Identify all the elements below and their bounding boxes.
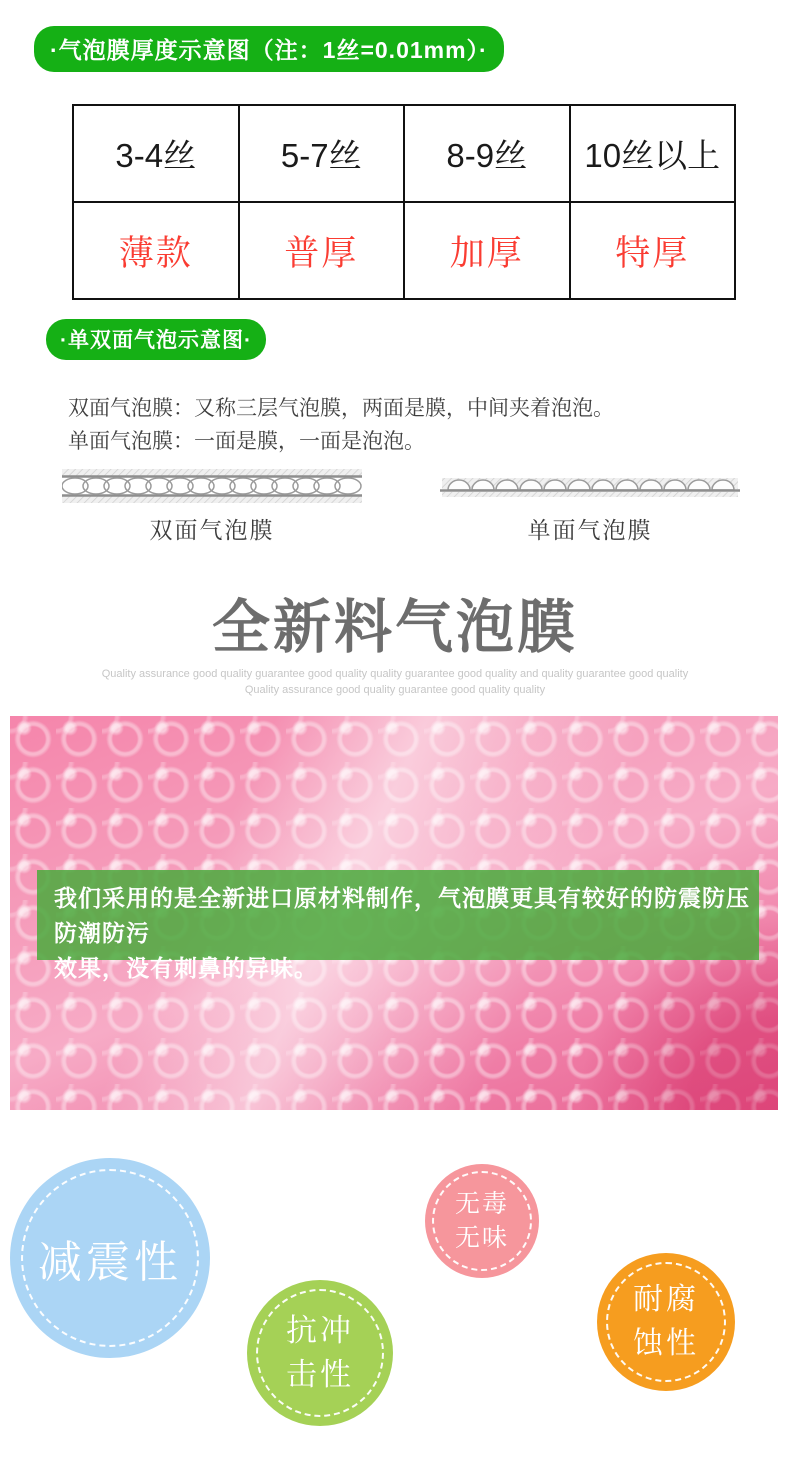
- hero-subtitle-line1: Quality assurance good quality guarantee good quality quality guarantee good quality and quality guarantee good quality: [101, 668, 689, 680]
- bubble-wrap-photo: [10, 716, 778, 1110]
- spec-cell-1: 3-4丝: [73, 105, 239, 202]
- feature-label-line2: 蚀性: [633, 1327, 699, 1360]
- single-sided-bubble-illustration: [440, 468, 740, 504]
- feature-circle-shock-absorption: [10, 1158, 210, 1358]
- photo-banner: [37, 870, 759, 981]
- feature-label-line2: 无味: [454, 1224, 509, 1252]
- feature-label-line1: 抗冲: [286, 1313, 354, 1348]
- feature-circle-impact-resistance: [247, 1280, 393, 1426]
- hero-subtitle-line2: Quality assurance good quality guarantee good quality quality: [244, 684, 546, 696]
- banner-line2: 效果，没有刺鼻的异味。: [54, 955, 318, 981]
- sides-description: [68, 392, 614, 458]
- type-cell-4: 特厚: [570, 202, 736, 299]
- feature-label: 减震性: [38, 1238, 182, 1287]
- spec-cell-4: 10丝以上: [570, 105, 736, 202]
- feature-circle-corrosion-resistance: [597, 1253, 735, 1391]
- sides-section-header: ·单双面气泡示意图·: [46, 319, 266, 360]
- feature-label-line1: 无毒: [454, 1190, 509, 1218]
- type-cell-3: 加厚: [404, 202, 570, 299]
- sides-description-line1: 双面气泡膜：又称三层气泡膜，两面是膜，中间夹着泡泡。: [68, 397, 614, 420]
- hero-title: 全新料气泡膜: [211, 595, 578, 660]
- single-sided-label: 单面气泡膜: [527, 517, 653, 543]
- spec-cell-3: 8-9丝: [404, 105, 570, 202]
- feature-label-line2: 击性: [286, 1357, 354, 1392]
- sides-description-line2: 单面气泡膜：一面是膜，一面是泡泡。: [68, 430, 425, 453]
- spec-cell-2: 5-7丝: [239, 105, 405, 202]
- double-sided-bubble-illustration: [62, 468, 362, 504]
- hero-subtitle: [0, 666, 790, 698]
- feature-circle-non-toxic: [425, 1164, 539, 1278]
- banner-line1: 我们采用的是全新进口原材料制作，气泡膜更具有较好的防震防压防潮防污: [54, 885, 750, 946]
- table-row-specs: [73, 105, 735, 202]
- double-sided-label: 双面气泡膜: [149, 517, 275, 543]
- feature-label-line1: 耐腐: [633, 1283, 699, 1316]
- type-cell-2: 普厚: [239, 202, 405, 299]
- thickness-section-header: ·气泡膜厚度示意图（注：1丝=0.01mm）·: [34, 26, 504, 72]
- type-cell-1: 薄款: [73, 202, 239, 299]
- single-sided-diagram: [440, 468, 740, 545]
- thickness-table: [72, 104, 736, 300]
- double-sided-diagram: [62, 468, 362, 545]
- table-row-types: [73, 202, 735, 299]
